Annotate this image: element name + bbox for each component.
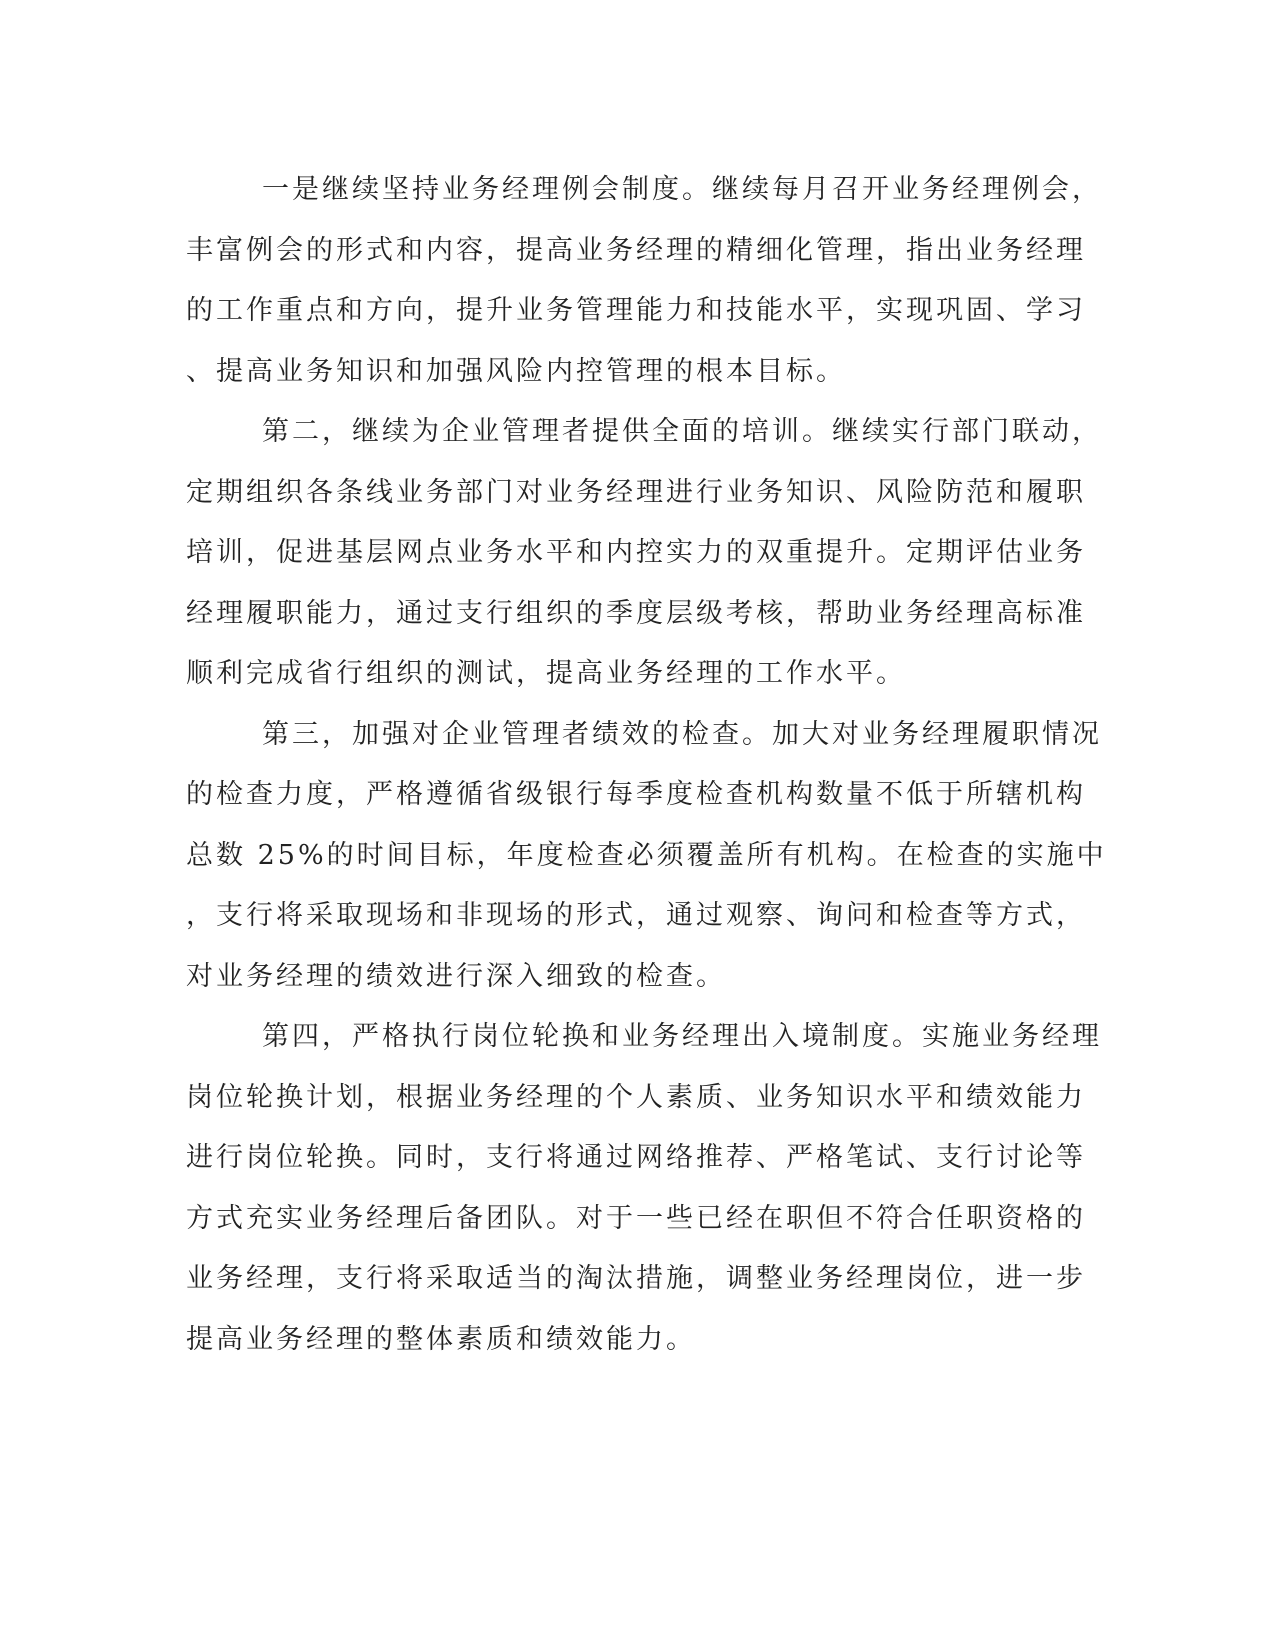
paragraph-line: 业务经理，支行将采取适当的淘汰措施，调整业务经理岗位，进一步: [186, 1263, 1086, 1294]
paragraph-3: [186, 705, 1107, 1008]
paragraph-line: 第二，继续为企业管理者提供全面的培训。继续实行部门联动，: [262, 416, 1102, 447]
paragraph-line: 丰富例会的形式和内容，提高业务经理的精细化管理，指出业务经理: [186, 234, 1086, 266]
paragraph-line: 总数 25%的时间目标，年度检查必须覆盖所有机构。在检查的实施中: [186, 839, 1107, 871]
paragraph-line: 顺利完成省行组织的测试，提高业务经理的工作水平。: [186, 658, 906, 689]
paragraph-4: [186, 1007, 1102, 1370]
paragraph-line: 提高业务经理的整体素质和绩效能力。: [186, 1323, 696, 1355]
paragraph-line: 第四，严格执行岗位轮换和业务经理出入境制度。实施业务经理: [262, 1021, 1102, 1052]
paragraph-line: 定期组织各条线业务部门对业务经理进行业务知识、风险防范和履职: [186, 476, 1086, 508]
paragraph-line: 经理履职能力，通过支行组织的季度层级考核，帮助业务经理高标准: [186, 597, 1086, 629]
paragraph-line: 的检查力度，严格遵循省级银行每季度检查机构数量不低于所辖机构: [186, 779, 1086, 810]
paragraph-line: 、提高业务知识和加强风险内控管理的根本目标。: [186, 355, 846, 387]
paragraph-1: [186, 160, 1102, 402]
paragraph-line: 培训，促进基层网点业务水平和内控实力的双重提升。定期评估业务: [186, 537, 1086, 568]
paragraph-line: 岗位轮换计划，根据业务经理的个人素质、业务知识水平和绩效能力: [186, 1081, 1086, 1113]
paragraph-line: ，支行将采取现场和非现场的形式，通过观察、询问和检查等方式，: [186, 900, 1086, 931]
paragraph-line: 的工作重点和方向，提升业务管理能力和技能水平，实现巩固、学习: [186, 295, 1086, 326]
paragraph-line: 第三，加强对企业管理者绩效的检查。加大对业务经理履职情况: [262, 718, 1102, 750]
paragraph-line: 对业务经理的绩效进行深入细致的检查。: [186, 960, 726, 992]
paragraph-line: 一是继续坚持业务经理例会制度。继续每月召开业务经理例会，: [262, 174, 1102, 205]
paragraph-2: [186, 402, 1102, 705]
paragraph-line: 进行岗位轮换。同时，支行将通过网络推荐、严格笔试、支行讨论等: [186, 1142, 1086, 1173]
paragraph-line: 方式充实业务经理后备团队。对于一些已经在职但不符合任职资格的: [186, 1202, 1086, 1234]
document-body: [186, 160, 1107, 1370]
